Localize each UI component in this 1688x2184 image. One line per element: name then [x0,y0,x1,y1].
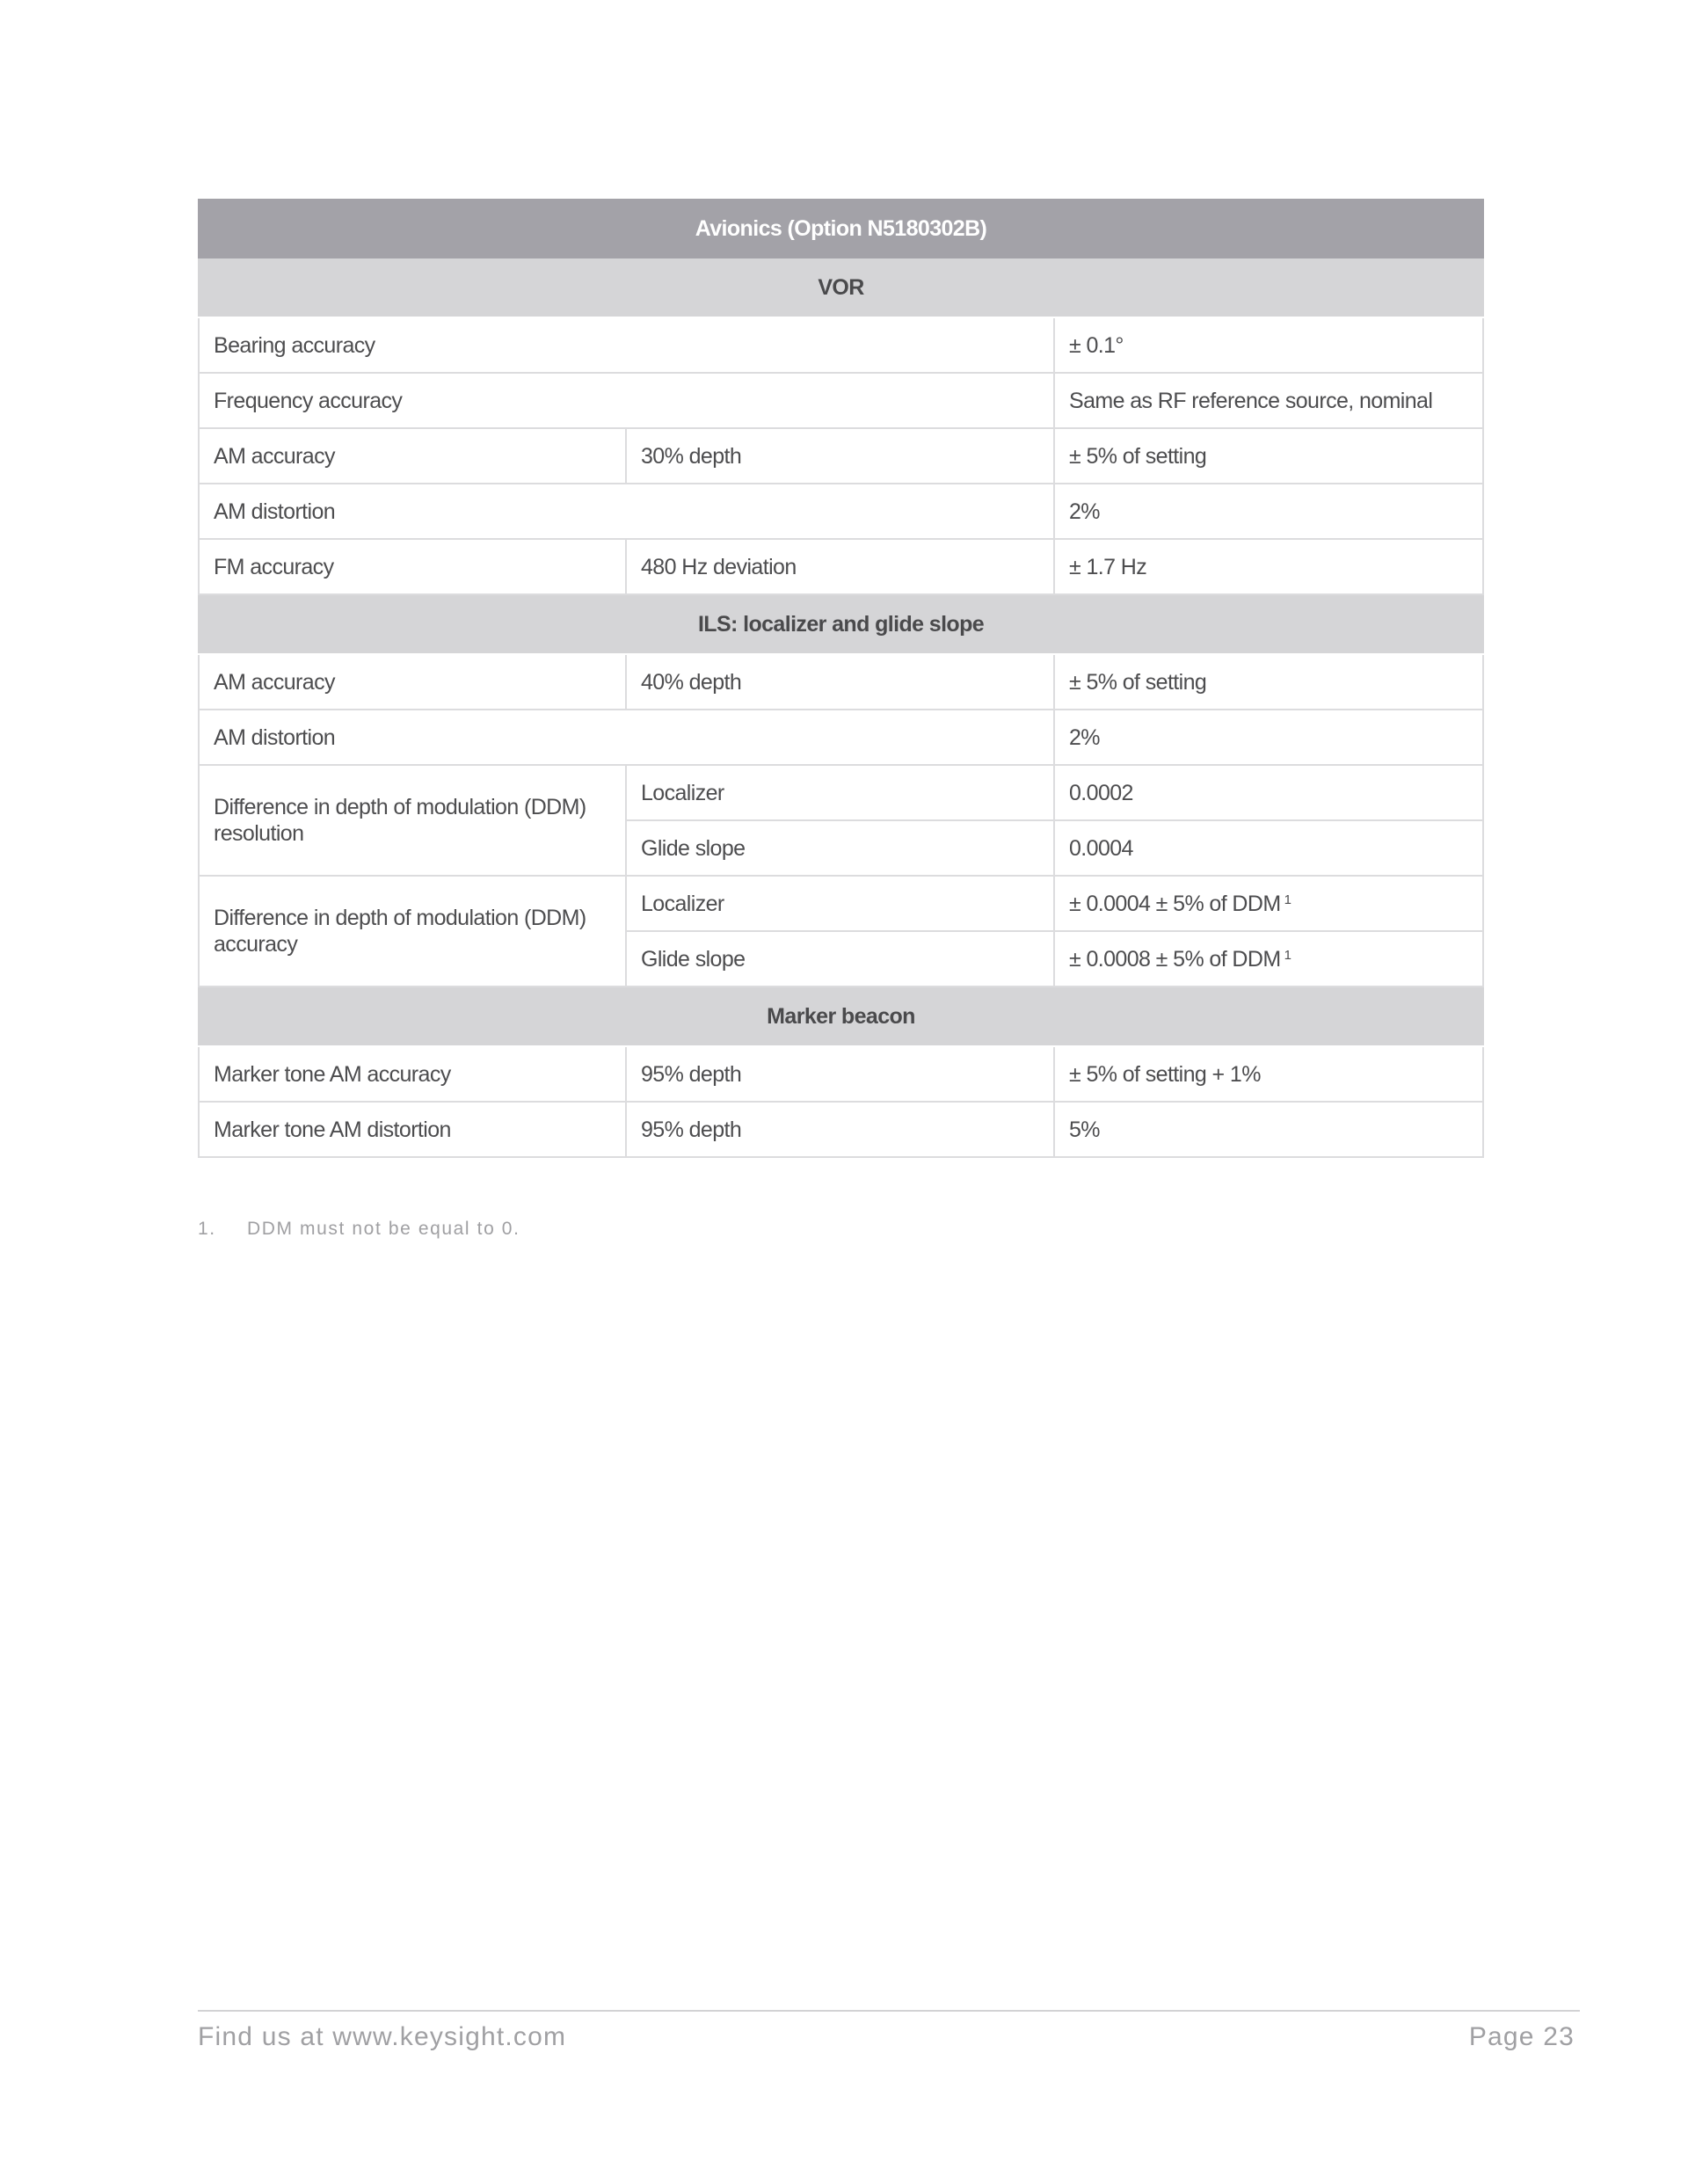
section-header-row [199,594,1483,654]
spec-condition: Glide slope [626,931,1054,986]
spec-label: Difference in depth of modulation (DDM) resolution [199,765,626,876]
table-row [199,484,1483,539]
spec-condition: 30% depth [626,428,1054,484]
table-row [199,876,1483,931]
spec-value: ± 0.1° [1054,317,1483,373]
spec-value: 0.0004 [1054,820,1483,876]
table-row [199,1102,1483,1157]
spec-value: 5% [1054,1102,1483,1157]
section-header-row [199,986,1483,1046]
table-row [199,539,1483,594]
table-row [199,710,1483,765]
spec-value-cell [1054,876,1483,931]
spec-label: AM distortion [199,484,1054,539]
footer-divider [198,2010,1580,2012]
page-number: Page 23 [1468,2022,1575,2051]
spec-label: AM distortion [199,710,1054,765]
spec-label: Bearing accuracy [199,317,1054,373]
spec-value: 2% [1054,710,1483,765]
table-row [199,1046,1483,1102]
spec-label: AM accuracy [199,654,626,710]
spec-condition: Localizer [626,765,1054,820]
avionics-spec-table [198,199,1484,1158]
spec-value: 2% [1054,484,1483,539]
section-heading-ils: ILS: localizer and glide slope [199,594,1483,654]
spec-label: Marker tone AM distortion [199,1102,626,1157]
footnote-ref: 1 [1284,892,1291,907]
footnote-number: 1. [198,1219,216,1239]
spec-label: AM accuracy [199,428,626,484]
spec-value: Same as RF reference source, nominal [1054,373,1483,428]
footnote-ref: 1 [1284,947,1291,963]
spec-label: Difference in depth of modulation (DDM) accuracy [199,876,626,986]
footnote [198,1219,520,1240]
spec-value: ± 0.0008 ± 5% of DDM [1069,946,1281,972]
spec-condition: Glide slope [626,820,1054,876]
spec-label: FM accuracy [199,539,626,594]
footnote-text: DDM must not be equal to 0. [247,1219,520,1239]
spec-value: ± 5% of setting [1054,654,1483,710]
table-row [199,654,1483,710]
spec-condition: Localizer [626,876,1054,931]
table-title: Avionics (Option N5180302B) [199,200,1483,258]
table-row [199,765,1483,820]
spec-label: Frequency accuracy [199,373,1054,428]
spec-condition: 40% depth [626,654,1054,710]
spec-value: ± 5% of setting [1054,428,1483,484]
section-header-row [199,258,1483,317]
spec-value: ± 5% of setting + 1% [1054,1046,1483,1102]
spec-condition: 95% depth [626,1046,1054,1102]
spec-value: ± 0.0004 ± 5% of DDM [1069,891,1281,916]
section-heading-marker-beacon: Marker beacon [199,986,1483,1046]
table-row [199,428,1483,484]
section-heading-vor: VOR [199,258,1483,317]
table-row [199,373,1483,428]
spec-condition: 480 Hz deviation [626,539,1054,594]
spec-value: 0.0002 [1054,765,1483,820]
table-row [199,317,1483,373]
spec-label: Marker tone AM accuracy [199,1046,626,1102]
spec-value-cell [1054,931,1483,986]
table-title-row [199,200,1483,258]
spec-condition: 95% depth [626,1102,1054,1157]
footer-website-link[interactable]: Find us at www.keysight.com [198,2022,567,2051]
spec-value: ± 1.7 Hz [1054,539,1483,594]
